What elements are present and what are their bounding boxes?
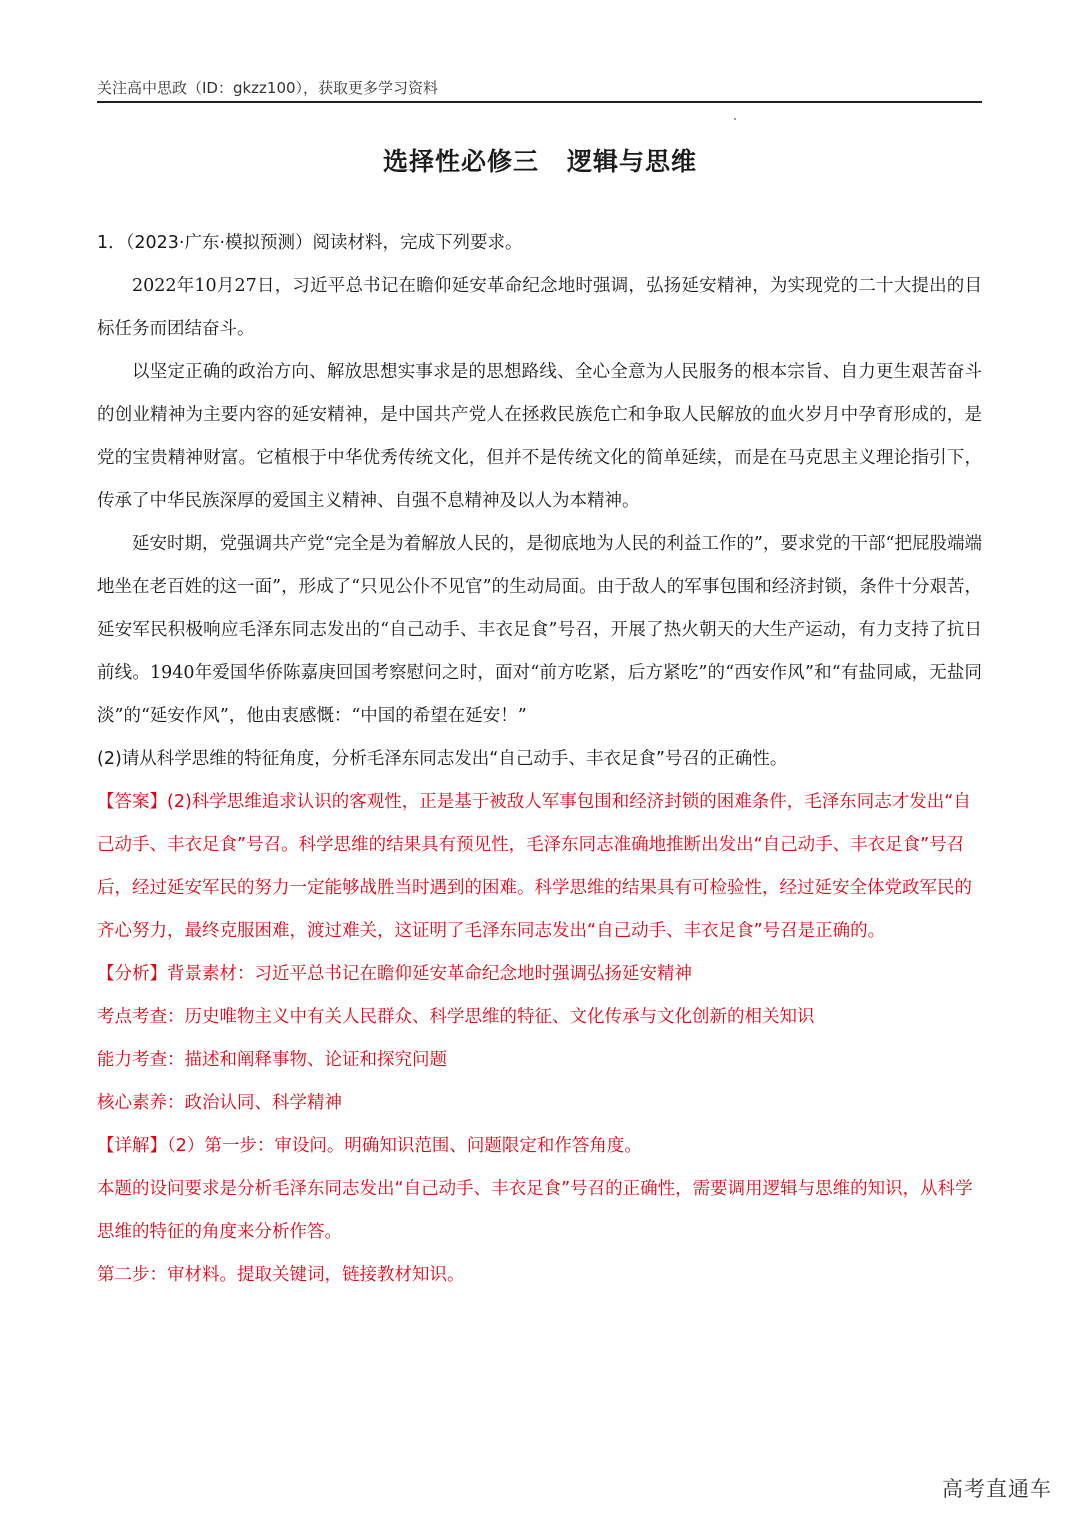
analysis-text: 背景素材：习近平总书记在瞻仰延安革命纪念地时强调弘扬延安精神: [167, 964, 692, 984]
detail-step1-text: 本题的设问要求是分析毛泽东同志发出“自己动手、丰衣足食”号召的正确性，需要调用逻辑与思维的知识，从科学思维的特征的角度来分析作答。: [97, 1179, 973, 1242]
analysis-line: [97, 953, 982, 996]
detail-step1: （2）第一步：审设问。明确知识范围、问题限定和作答角度。: [167, 1136, 642, 1156]
question-stem: 1．（2023·广东·模拟预测）阅读材料，完成下列要求。: [97, 233, 523, 253]
material-paragraph-1: 2022年10月27日，习近平总书记在瞻仰延安革命纪念地时强调，弘扬延安精神，为实现党的二十大提出的目标任务而团结奋斗。: [97, 276, 982, 339]
material-paragraph-2: 以坚定正确的政治方向、解放思想实事求是的思想路线、全心全意为人民服务的根本宗旨、自力更生艰苦奋斗的创业精神为主要内容的延安精神，是中国共产党人在拯救民族危亡和争取人民解放的血火岁月中孕育形成的，是党的宝贵精神财富。它植根于中华优秀传统文化，但并不是传统文化的简单延续，而是在马克思主义理论指引下，传承了中华民族深厚的爱国主义精神、自强不息精神及以人为本精神。: [97, 362, 982, 511]
kaodian-line: 考点考查：历史唯物主义中有关人民群众、科学思维的特征、文化传承与文化创新的相关知识: [97, 1007, 815, 1027]
nengli-line: 能力考查：描述和阐释事物、论证和探究问题: [97, 1050, 447, 1070]
page-title: [0, 142, 1080, 178]
detail-step2: 第二步：审材料。提取关键词，链接教材知识。: [97, 1265, 465, 1285]
answer-block: [97, 781, 982, 953]
sub-question: (2)请从科学思维的特征角度，分析毛泽东同志发出“自己动手、丰衣足食”号召的正确性。: [97, 749, 788, 769]
brand-watermark: 高考直通车: [942, 1477, 1052, 1501]
detail-label: 【详解】: [97, 1136, 167, 1156]
answer-text: (2)科学思维追求认识的客观性，正是基于被敌人军事包围和经济封锁的困难条件，毛泽东同志才发出“自己动手、丰衣足食”号召。科学思维的结果具有预见性，毛泽东同志准确地推断出发出“自己动手、丰衣足食”号召后，经过延安军民的努力一定能够战胜当时遇到的困难。科学思维的结果具有可检验性，经过延安全体党政军民的齐心努力，最终克服困难，渡过难关，这证明了毛泽东同志发出“自己动手、丰衣足食”号召是正确的。: [97, 792, 972, 941]
stray-dot: [734, 118, 736, 120]
analysis-label: 【分析】: [97, 964, 167, 984]
detail-line: [97, 1125, 982, 1168]
main-content: [97, 222, 982, 1297]
title-part2: 逻辑与思维: [567, 147, 698, 176]
page-header: 关注高中思政（ID：gkzz100），获取更多学习资料: [97, 79, 439, 97]
header-divider: [97, 101, 982, 103]
material-paragraph-3: 延安时期，党强调共产党“完全是为着解放人民的，是彻底地为人民的利益工作的”，要求党的干部“把屁股端端地坐在老百姓的这一面”，形成了“只见公仆不见官”的生动局面。由于敌人的军事包围和经济封锁，条件十分艰苦，延安军民积极响应毛泽东同志发出的“自己动手、丰衣足食”号召，开展了热火朝天的大生产运动，有力支持了抗日前线。1940年爱国华侨陈嘉庚回国考察慰问之时，面对“前方吃紧，后方紧吃”的“西安作风”和“有盐同咸，无盐同淡”的“延安作风”，他由衷感慨：“中国的希望在延安！”: [97, 534, 982, 726]
title-part1: 选择性必修三: [382, 147, 539, 176]
answer-label: 【答案】: [97, 792, 167, 812]
suyang-line: 核心素养：政治认同、科学精神: [97, 1093, 342, 1113]
